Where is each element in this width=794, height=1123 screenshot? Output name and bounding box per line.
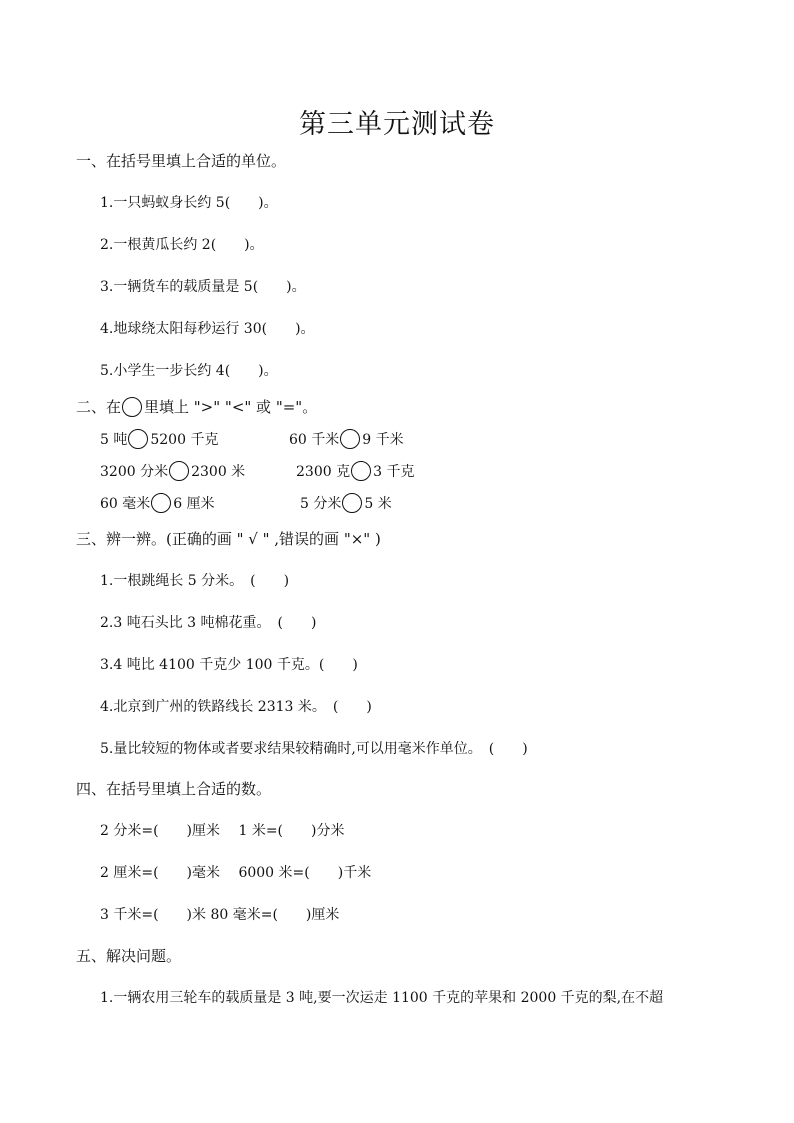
section4-heading: 四、在括号里填上合适的数。: [76, 780, 272, 798]
compare-left: 2300 克: [296, 464, 351, 480]
section1-item-5: 5.小学生一步长约 4( )。: [100, 363, 278, 379]
section4-item-1: 2 分米=( )厘米 1 米=( )分米: [100, 823, 345, 839]
compare-right: 5 米: [364, 496, 392, 512]
compare-item-4: [296, 461, 414, 481]
section1-item-3: 3.一辆货车的载质量是 5( )。: [100, 279, 306, 295]
section3-item-2: 2.3 吨石头比 3 吨棉花重。 ( ): [100, 615, 317, 631]
compare-item-2: [289, 429, 404, 449]
answer-circle[interactable]: [169, 461, 189, 481]
answer-circle[interactable]: [340, 429, 360, 449]
section3-item-3: 3.4 吨比 4100 千克少 100 千克。( ): [100, 657, 358, 673]
compare-left: 5 分米: [300, 496, 342, 512]
section1-item-2: 2.一根黄瓜长约 2( )。: [100, 237, 264, 253]
compare-item-3: [100, 461, 245, 481]
section3-item-4: 4.北京到广州的铁路线长 2313 米。 ( ): [100, 699, 372, 715]
section2-heading: [76, 396, 317, 417]
page-title: 第三单元测试卷: [299, 109, 495, 140]
section4-item-2: 2 厘米=( )毫米 6000 米=( )千米: [100, 865, 372, 881]
section4-item-3: 3 千米=( )米 80 毫米=( )厘米: [100, 907, 340, 923]
answer-circle[interactable]: [151, 493, 171, 513]
compare-left: 5 吨: [100, 432, 128, 448]
section3-item-5: 5.量比较短的物体或者要求结果较精确时,可以用毫米作单位。 ( ): [100, 741, 528, 757]
compare-right: 6 厘米: [173, 496, 215, 512]
compare-left: 60 毫米: [100, 496, 151, 512]
section3-item-1: 1.一根跳绳长 5 分米。 ( ): [100, 573, 290, 589]
compare-right: 5200 千克: [150, 432, 219, 448]
compare-left: 3200 分米: [100, 464, 169, 480]
compare-right: 3 千克: [373, 464, 415, 480]
compare-item-5: [100, 493, 215, 513]
answer-circle[interactable]: [342, 493, 362, 513]
circle-icon: [122, 397, 142, 417]
section1-item-1: 1.一只蚂蚁身长约 5( )。: [100, 195, 278, 211]
section1-heading: 一、在括号里填上合适的单位。: [76, 152, 287, 170]
answer-circle[interactable]: [128, 429, 148, 449]
answer-circle[interactable]: [351, 461, 371, 481]
section3-heading: 三、辨一辨。(正确的画 " √ " ,错误的画 "×" ): [76, 530, 381, 548]
compare-right: 9 千米: [362, 432, 404, 448]
section1-item-4: 4.地球绕太阳每秒运行 30( )。: [100, 321, 315, 337]
compare-right: 2300 米: [191, 464, 246, 480]
section5-heading: 五、解决问题。: [76, 947, 182, 965]
compare-item-6: [300, 493, 392, 513]
section2-heading-before: 二、在: [76, 398, 122, 416]
section2-heading-after: 里填上 ">" "<" 或 "="。: [144, 398, 318, 416]
compare-left: 60 千米: [289, 432, 340, 448]
compare-item-1: [100, 429, 218, 449]
section5-item-1: 1.一辆农用三轮车的载质量是 3 吨,要一次运走 1100 千克的苹果和 2000 千克的梨,在不超: [100, 990, 664, 1006]
